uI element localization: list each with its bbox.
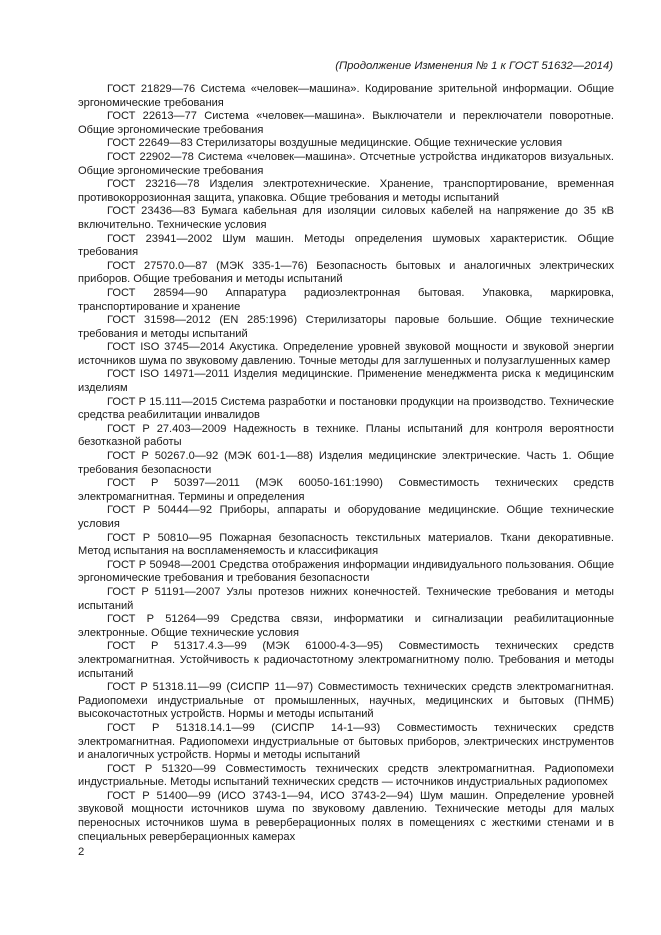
standard-entry: ГОСТ Р 51400—99 (ИСО 3743-1—94, ИСО 3743-2—94) Шум машин. Определение уровней звуковой мощности источников шума по звуковому давлению. Технические методы для малых переносных источников шума в реверберационных полях в помещениях с жесткими стенами и в специальных реверберационных камерах bbox=[78, 789, 614, 843]
standard-entry: ГОСТ Р 51318.11—99 (СИСПР 11—97) Совместимость технических средств электромагнитная. Радиопомехи индустриальные от промышленных, научных, медицинских и бытовых (ПНМБ) высокочастотных устройств. Нормы и методы испытаний bbox=[78, 681, 614, 721]
standards-list bbox=[78, 83, 614, 844]
standard-entry: ГОСТ Р 50948—2001 Средства отображения информации индивидуального пользования. Общие эргономические требования и требования безопасности bbox=[78, 558, 614, 585]
standard-entry: ГОСТ Р 50267.0—92 (МЭК 601-1—88) Изделия медицинские электрические. Часть 1. Общие требования безопасности bbox=[78, 450, 614, 476]
standard-entry: ГОСТ Р 50397—2011 (МЭК 60050-161:1990) Совместимость технических средств электромагнитная. Термины и определения bbox=[78, 477, 614, 503]
standard-entry: ГОСТ 28594—90 Аппаратура радиоэлектронная бытовая. Упаковка, маркировка, транспортирование и хранение bbox=[78, 286, 614, 313]
standard-entry: ГОСТ Р 50810—95 Пожарная безопасность текстильных материалов. Ткани декоративные. Метод испытания на воспламеняемость и классификация bbox=[78, 531, 614, 558]
standard-entry: ГОСТ 22649—83 Стерилизаторы воздушные медицинские. Общие технические условия bbox=[107, 137, 563, 150]
standard-entry: ГОСТ 22613—77 Система «человек—машина». Выключатели и переключатели поворотные. Общие эргономические требования bbox=[78, 110, 614, 136]
standard-entry: ГОСТ 27570.0—87 (МЭК 335-1—76) Безопасность бытовых и аналогичных электрических приборов. Общие требования и методы испытаний bbox=[78, 259, 614, 286]
standard-entry: ГОСТ Р 51320—99 Совместимость технических средств электромагнитная. Радиопомехи индустриальные. Методы испытаний технических средств — источников индустриальных радиопомех bbox=[78, 762, 614, 789]
standard-entry: ГОСТ ISO 14971—2011 Изделия медицинские. Применение менеджмента риска к медицинским изделиям bbox=[78, 368, 614, 395]
standard-entry: ГОСТ 31598—2012 (EN 285:1996) Стерилизаторы паровые большие. Общие технические требования и методы испытаний bbox=[78, 314, 614, 340]
standard-entry: ГОСТ Р 27.403—2009 Надежность в технике. Планы испытаний для контроля вероятности безотказной работы bbox=[78, 422, 614, 449]
standard-entry: ГОСТ ISO 3745—2014 Акустика. Определение уровней звуковой мощности и звуковой энергии источников шума по звуковому давлению. Точные методы для заглушенных и полузаглушенных камер bbox=[78, 341, 614, 367]
page-number: 2 bbox=[78, 846, 85, 858]
standard-entry: ГОСТ Р 51318.14.1—99 (СИСПР 14-1—93) Совместимость технических средств электромагнитная. Радиопомехи индустриальные от бытовых приборов, электрических инструментов и аналогичных устройств. Нормы и методы испытаний bbox=[78, 721, 614, 762]
standard-entry: ГОСТ Р 50444—92 Приборы, аппараты и оборудование медицинские. Общие технические условия bbox=[78, 504, 614, 530]
standard-entry: ГОСТ Р 51264—99 Средства связи, информатики и сигнализации реабилитационные электронные. Общие технические условия bbox=[78, 613, 614, 639]
continuation-header: (Продолжение Изменения № 1 к ГОСТ 51632—2014) bbox=[335, 60, 613, 72]
standard-entry: ГОСТ 23216—78 Изделия электротехнические. Хранение, транспортирование, временная противокоррозионная защита, упаковка. Общие требования и методы испытаний bbox=[78, 178, 614, 204]
standard-entry: ГОСТ 21829—76 Система «человек—машина». Кодирование зрительной информации. Общие эргономические требования bbox=[78, 83, 614, 109]
standard-entry: ГОСТ 23941—2002 Шум машин. Методы определения шумовых характеристик. Общие требования bbox=[78, 232, 614, 259]
standard-entry: ГОСТ Р 51191—2007 Узлы протезов нижних конечностей. Технические требования и методы испытаний bbox=[78, 585, 614, 612]
standard-entry: ГОСТ Р 51317.4.3—99 (МЭК 61000-4-3—95) Совместимость технических средств электромагнитная. Устойчивость к радиочастотному электромагнитному полю. Требования и методы испытаний bbox=[78, 640, 614, 680]
standard-entry: ГОСТ Р 15.111—2015 Система разработки и постановки продукции на производство. Технические средства реабилитации инвалидов bbox=[78, 395, 614, 422]
standard-entry: ГОСТ 22902—78 Система «человек—машина». Отсчетные устройства индикаторов визуальных. Общие эргономические требования bbox=[78, 150, 614, 177]
standard-entry: ГОСТ 23436—83 Бумага кабельная для изоляции силовых кабелей на напряжение до 35 кВ включительно. Технические условия bbox=[78, 205, 614, 231]
